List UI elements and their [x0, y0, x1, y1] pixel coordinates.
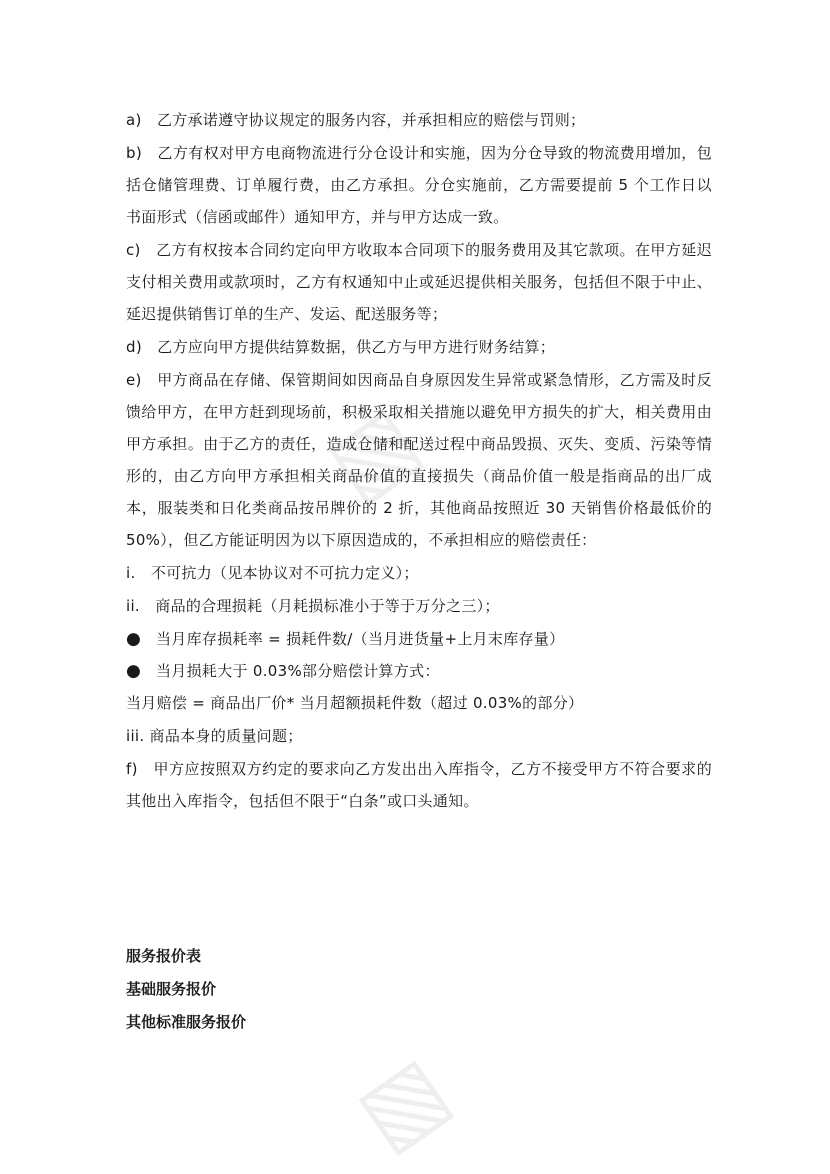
clause-b: b) 乙方有权对甲方电商物流进行分仓设计和实施，因为分仓导致的物流费用增加，包括仓储管理费、订单履行费，由乙方承担。分仓实施前，乙方需要提前 5 个工作日以书面形式（信函或邮件）通知甲方，并与甲方达成一致。 [126, 144, 712, 226]
heading-basic-quote: 基础服务报价 [126, 980, 217, 998]
exception-ii: ii. 商品的合理损耗（月耗损标准小于等于万分之三）； [126, 597, 500, 615]
quote-headings [126, 940, 246, 1039]
bullet-loss-rate [126, 623, 712, 655]
watermark-mark: ▧ [337, 1035, 468, 1170]
clause-e: e) 甲方商品在存储、保管期间如因商品自身原因发生异常或紧急情形，乙方需及时反馈给甲方，在甲方赶到现场前，积极采取相关措施以避免甲方损失的扩大，相关费用由甲方承担。由于乙方的责任，造成仓储和配送过程中商品毁损、灭失、变质、污染等情形的，由乙方向甲方承担相关商品价值的直接损失（商品价值一般是指商品的出厂成本，服装类和日化类商品按吊牌价的 2 折，其他商品按照近 30 天销售价格最低价的 50%），但乙方能证明因为以下原因造成的，不承担相应的赔偿责任： [126, 371, 712, 549]
exception-i: i. 不可抗力（见本协议对不可抗力定义）； [126, 564, 419, 582]
bullet-compensation [126, 655, 712, 687]
bullet-text: 当月损耗大于 0.03%部分赔偿计算方式： [156, 662, 440, 680]
bullet-text: 当月库存损耗率 = 损耗件数/（当月进货量+上月末库存量） [156, 630, 565, 648]
clause-d: d) 乙方应向甲方提供结算数据，供乙方与甲方进行财务结算； [126, 338, 556, 356]
exception-iii: iii. 商品本身的质量问题； [126, 727, 303, 745]
clause-f: f) 甲方应按照双方约定的要求向乙方发出出入库指令，乙方不接受甲方不符合要求的其他出入库指令，包括但不限于“白条”或口头通知。 [126, 760, 712, 810]
compensation-formula: 当月赔偿 = 商品出厂价* 当月超额损耗件数（超过 0.03%的部分） [126, 694, 584, 712]
bullet-dot-icon: ● [126, 661, 142, 681]
contract-body [126, 104, 712, 818]
watermark-mark: ▧ [307, 385, 438, 520]
bullet-dot-icon: ● [126, 629, 142, 649]
clause-a: a) 乙方承诺遵守协议规定的服务内容，并承担相应的赔偿与罚则； [126, 111, 586, 129]
heading-quote-table: 服务报价表 [126, 947, 202, 965]
clause-c: c) 乙方有权按本合同约定向甲方收取本合同项下的服务费用及其它款项。在甲方延迟支付相关费用或款项时，乙方有权通知中止或延迟提供相关服务，包括但不限于中止、延迟提供销售订单的生产、发运、配送服务等； [126, 241, 712, 323]
heading-other-quote: 其他标准服务报价 [126, 1013, 247, 1031]
